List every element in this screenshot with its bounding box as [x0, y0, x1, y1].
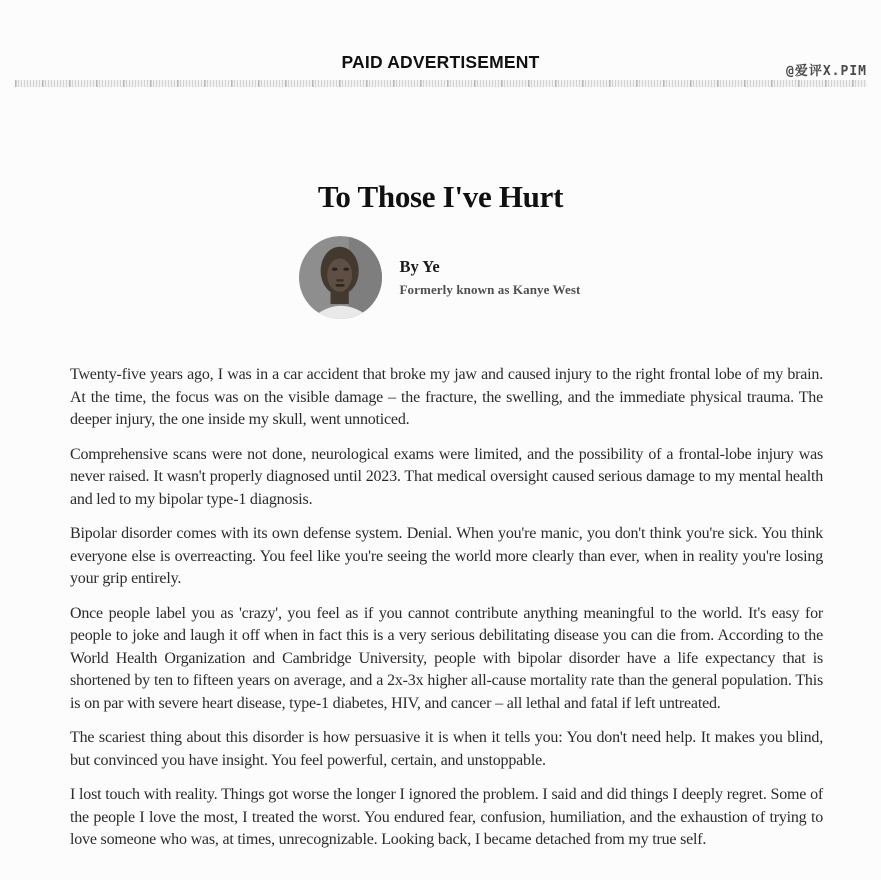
article-body [70, 364, 823, 852]
paid-advertisement-label: PAID ADVERTISEMENT [341, 52, 540, 72]
author-photo [298, 236, 383, 319]
paragraph-6: I lost touch with reality. Things got worse the longer I ignored the problem. I said and did things I deeply regret. Some of the people I love the most, I treated the worst. You endured fear, confusion, humiliation, and the exhaustion of trying to love someone who was, at times, unrecognizable. Looking back, I became detached from my true self. [70, 786, 823, 848]
byline-subtitle: Formerly known as Kanye West [399, 282, 581, 297]
portrait-icon [298, 236, 383, 319]
paragraph-3: Bipolar disorder comes with its own defense system. Denial. When you're manic, you don't think you're sick. You think everyone else is overreacting. You feel like you're seeing the world more clearly than ever, when in reality you're losing your grip entirely. [70, 525, 823, 587]
byline [0, 236, 881, 319]
byline-author: By Ye [399, 257, 440, 276]
article-title: To Those I've Hurt [317, 179, 564, 214]
paragraph-4: Once people label you as 'crazy', you feel as if you cannot contribute anything meaningful to the world. It's easy for people to joke and laugh it off when in fact this is a very serious debilitating disease you can die from. According to the World Health Organization and Cambridge University, people with bipolar disorder have a life expectancy that is shortened by ten to fifteen years on average, and a 2x-3x higher all-cause mortality rate than the general population. This is on par with severe heart disease, type-1 diabetes, HIV, and cancer – all lethal and fatal if left untreated. [70, 604, 823, 712]
paragraph-1: Twenty-five years ago, I was in a car accident that broke my jaw and caused injury to the right frontal lobe of my brain. At the time, the focus was on the visible damage – the fracture, the swelling, and the immediate physical trauma. The deeper injury, the one inside my skull, went unnoticed. [70, 366, 823, 428]
paragraph-2: Comprehensive scans were not done, neurological exams were limited, and the possibility of a frontal-lobe injury was never raised. It wasn't properly diagnosed until 2023. That medical oversight caused serious damage to my mental health and led to my bipolar type-1 diagnosis. [70, 445, 823, 508]
watermark: @爱评X.PIM [786, 64, 867, 79]
dotted-rule [15, 80, 867, 87]
byline-text [400, 257, 590, 298]
paragraph-5: The scariest thing about this disorder is how persuasive it is when it tells you: You don't need help. It makes you blind, but convinced you have insight. You feel powerful, certain, and unstoppable. [70, 729, 823, 769]
newspaper-page [0, 52, 881, 880]
